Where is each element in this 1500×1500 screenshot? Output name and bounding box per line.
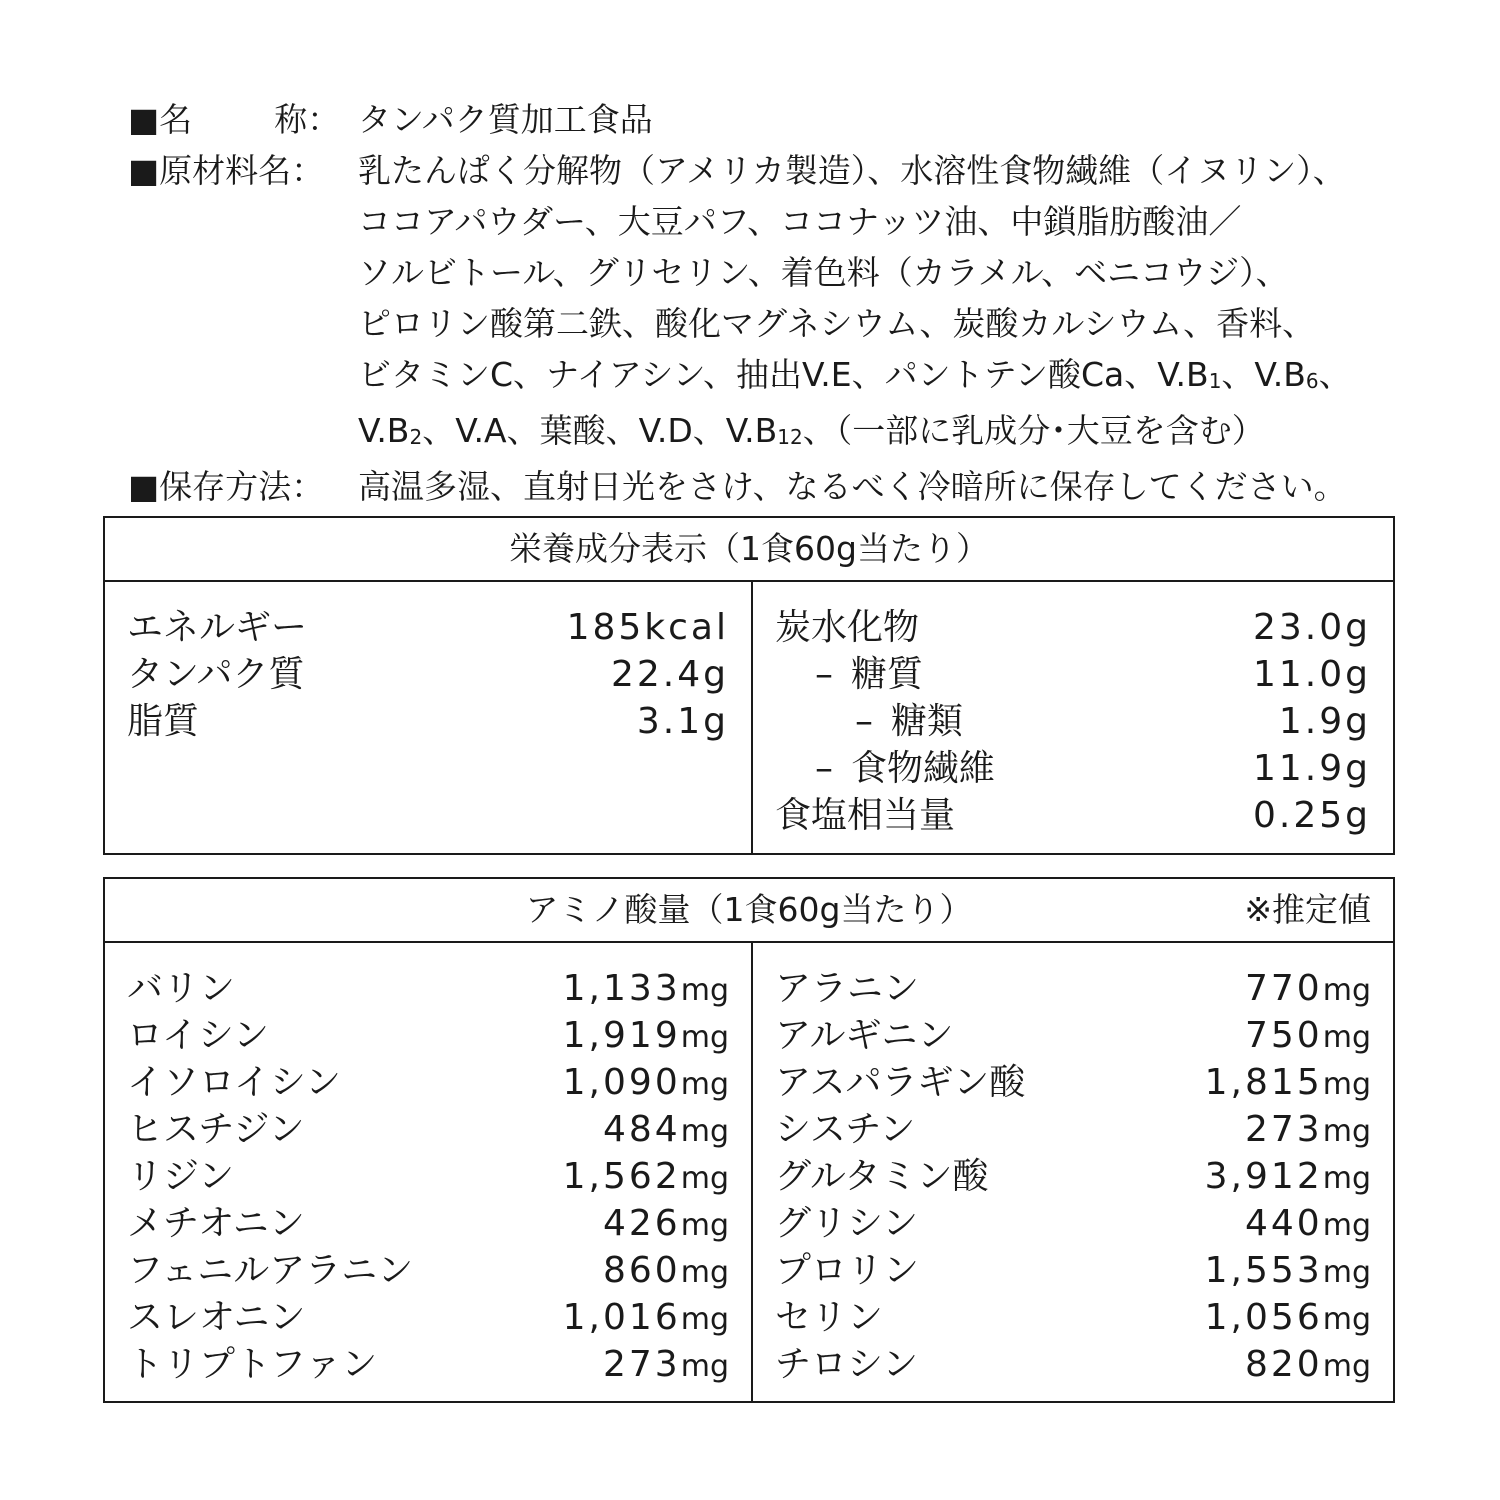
amino-number: 1,090 bbox=[562, 1062, 681, 1103]
ingredients-text: ビタミンC、ナイアシン、抽出V.E、パントテン酸Ca、V.B bbox=[358, 355, 1209, 394]
amino-unit: mg bbox=[1322, 1208, 1371, 1243]
ingredients-label bbox=[128, 145, 358, 196]
nutrition-row bbox=[753, 745, 1393, 792]
ingredients-text: 、（一部に乳成分･大豆を含む） bbox=[802, 411, 1265, 450]
amino-value bbox=[603, 1341, 729, 1390]
amino-unit: mg bbox=[1322, 1255, 1371, 1290]
ingredients-text: 、V.B bbox=[1221, 355, 1306, 394]
ingredients-line: 乳たんぱく分解物（アメリカ製造）、水溶性食物繊維（イヌリン）、 bbox=[358, 151, 1346, 190]
amino-name: アラニン bbox=[775, 968, 920, 1009]
amino-number: 440 bbox=[1245, 1203, 1323, 1244]
amino-number: 860 bbox=[603, 1250, 681, 1291]
amino-number: 1,815 bbox=[1204, 1062, 1323, 1103]
amino-name: ロイシン bbox=[127, 1015, 270, 1056]
storage-value: 高温多湿、直射日光をさけ、なるべく冷暗所に保存してください。 bbox=[358, 467, 1347, 506]
nutrient-value: 11.9g bbox=[1252, 748, 1371, 789]
amino-name: フェニルアラニン bbox=[127, 1250, 414, 1291]
nutrition-row bbox=[753, 792, 1393, 839]
amino-unit: mg bbox=[1322, 1067, 1371, 1102]
nutrient-name-text: 糖質 bbox=[851, 654, 924, 695]
estimate-note: ※推定値 bbox=[1244, 890, 1371, 929]
amino-unit: mg bbox=[680, 1302, 729, 1337]
ingredients-line: ココアパウダー、大豆パフ、ココナッツ油、中鎖脂肪酸油／ bbox=[358, 202, 1242, 241]
amino-right-column bbox=[751, 943, 1393, 1401]
amino-row bbox=[105, 1247, 751, 1294]
amino-row bbox=[753, 1341, 1393, 1388]
amino-unit: mg bbox=[680, 1067, 729, 1102]
nutrient-name-text: 糖類 bbox=[891, 701, 964, 742]
ingredients-line bbox=[358, 349, 1388, 405]
ingredients-text: 、V.A、葉酸、V.D、V.B bbox=[422, 411, 778, 450]
amino-name: グルタミン酸 bbox=[775, 1156, 989, 1197]
amino-name: トリプトファン bbox=[127, 1344, 378, 1385]
dash-mark: – bbox=[815, 748, 833, 789]
amino-number: 273 bbox=[1245, 1109, 1323, 1150]
name-label-a: ■名 bbox=[128, 100, 193, 139]
amino-row bbox=[105, 1294, 751, 1341]
amino-unit: mg bbox=[1322, 1302, 1371, 1337]
amino-name: リジン bbox=[127, 1156, 235, 1197]
ingredients-line: ソルビトール、グリセリン、着色料（カラメル、ベニコウジ）、 bbox=[358, 253, 1289, 292]
nutrition-row bbox=[105, 604, 751, 651]
ingredients-line bbox=[358, 405, 1388, 461]
amino-name: アスパラギン酸 bbox=[775, 1062, 1026, 1103]
ingredients-row bbox=[128, 145, 1388, 461]
amino-unit: mg bbox=[680, 1020, 729, 1055]
amino-unit: mg bbox=[1322, 1349, 1371, 1384]
nutrition-row bbox=[753, 651, 1393, 698]
amino-number: 750 bbox=[1245, 1015, 1323, 1056]
amino-value bbox=[563, 1012, 729, 1061]
amino-name: プロリン bbox=[775, 1250, 920, 1291]
nutrient-name: エネルギー bbox=[127, 607, 308, 648]
amino-value bbox=[1205, 1247, 1371, 1296]
nutrition-table bbox=[103, 516, 1395, 855]
amino-row bbox=[105, 1200, 751, 1247]
ingredients-label-text: ■原材料名 bbox=[128, 151, 292, 190]
amino-name: シスチン bbox=[775, 1109, 916, 1150]
amino-row bbox=[753, 1153, 1393, 1200]
amino-value bbox=[1245, 1012, 1371, 1061]
amino-unit: mg bbox=[680, 1255, 729, 1290]
amino-number: 1,016 bbox=[562, 1297, 681, 1338]
storage-colon: ： bbox=[291, 467, 325, 506]
name-label bbox=[128, 94, 358, 145]
nutrient-value: 1.9g bbox=[1278, 701, 1371, 742]
amino-value bbox=[563, 965, 729, 1014]
amino-number: 1,133 bbox=[562, 968, 681, 1009]
amino-row bbox=[105, 1106, 751, 1153]
amino-name: チロシン bbox=[775, 1344, 919, 1385]
amino-unit: mg bbox=[1322, 1161, 1371, 1196]
amino-number: 1,553 bbox=[1204, 1250, 1323, 1291]
amino-left-column bbox=[105, 943, 751, 1401]
dash-mark: – bbox=[855, 701, 873, 742]
nutrient-name: タンパク質 bbox=[127, 654, 305, 695]
amino-value bbox=[563, 1153, 729, 1202]
amino-value bbox=[603, 1247, 729, 1296]
amino-value bbox=[603, 1106, 729, 1155]
amino-name: バリン bbox=[127, 968, 236, 1009]
amino-name: メチオニン bbox=[127, 1203, 305, 1244]
ingredients-text: V.B bbox=[358, 411, 410, 450]
amino-number: 273 bbox=[603, 1344, 681, 1385]
amino-row bbox=[753, 965, 1393, 1012]
amino-row bbox=[105, 965, 751, 1012]
name-label-b: 称 bbox=[274, 100, 308, 139]
amino-title: アミノ酸量（1食60g当たり） bbox=[525, 890, 973, 929]
amino-unit: mg bbox=[1322, 1020, 1371, 1055]
nutrition-left-column bbox=[105, 582, 751, 853]
subscript: 2 bbox=[409, 425, 423, 449]
amino-number: 820 bbox=[1245, 1344, 1323, 1385]
product-info bbox=[128, 94, 1388, 512]
amino-row bbox=[753, 1012, 1393, 1059]
name-colon: ： bbox=[307, 100, 341, 139]
subscript: 12 bbox=[777, 425, 803, 449]
nutrition-title: 栄養成分表示（1食60g当たり） bbox=[105, 518, 1393, 582]
amino-row bbox=[753, 1200, 1393, 1247]
nutrient-value: 0.25g bbox=[1252, 795, 1371, 836]
amino-number: 770 bbox=[1245, 968, 1323, 1009]
amino-value bbox=[1205, 1153, 1371, 1202]
amino-row bbox=[753, 1059, 1393, 1106]
nutrient-name-text: 食物繊維 bbox=[851, 748, 996, 789]
ingredients-value bbox=[358, 145, 1388, 461]
nutrient-name bbox=[815, 745, 995, 792]
amino-value bbox=[603, 1200, 729, 1249]
nutrient-value: 23.0g bbox=[1252, 607, 1371, 648]
amino-number: 1,562 bbox=[562, 1156, 681, 1197]
amino-unit: mg bbox=[680, 1349, 729, 1384]
amino-unit: mg bbox=[680, 973, 729, 1008]
ingredients-colon: ： bbox=[291, 151, 325, 190]
amino-unit: mg bbox=[680, 1161, 729, 1196]
nutrition-row bbox=[105, 651, 751, 698]
name-row bbox=[128, 94, 1388, 145]
amino-row bbox=[105, 1153, 751, 1200]
amino-value bbox=[1245, 1106, 1371, 1155]
amino-row bbox=[753, 1247, 1393, 1294]
amino-name: グリシン bbox=[775, 1203, 919, 1244]
nutrient-value: 3.1g bbox=[636, 701, 729, 742]
dash-mark: – bbox=[815, 654, 833, 695]
amino-name: セリン bbox=[775, 1297, 884, 1338]
amino-value bbox=[1245, 1341, 1371, 1390]
amino-header bbox=[105, 879, 1393, 943]
amino-value bbox=[563, 1294, 729, 1343]
storage-label-text: ■保存方法 bbox=[128, 467, 292, 506]
amino-row bbox=[105, 1341, 751, 1388]
amino-row bbox=[753, 1106, 1393, 1153]
nutrition-row bbox=[753, 604, 1393, 651]
amino-number: 426 bbox=[603, 1203, 681, 1244]
subscript: 6 bbox=[1305, 369, 1319, 393]
nutrient-name bbox=[815, 651, 923, 698]
amino-number: 484 bbox=[603, 1109, 681, 1150]
amino-unit: mg bbox=[1322, 973, 1371, 1008]
nutrient-name: 食塩相当量 bbox=[775, 795, 956, 836]
ingredients-line: ピロリン酸第二鉄、酸化マグネシウム、炭酸カルシウム、香料、 bbox=[358, 304, 1316, 343]
amino-number: 1,919 bbox=[562, 1015, 681, 1056]
amino-row bbox=[105, 1059, 751, 1106]
nutrition-right-column bbox=[751, 582, 1393, 853]
amino-unit: mg bbox=[680, 1208, 729, 1243]
nutrient-name bbox=[855, 698, 963, 745]
ingredients-text: 、 bbox=[1318, 355, 1352, 394]
amino-name: ヒスチジン bbox=[127, 1109, 305, 1150]
nutrient-value: 22.4g bbox=[610, 654, 729, 695]
amino-number: 1,056 bbox=[1204, 1297, 1323, 1338]
amino-number: 3,912 bbox=[1204, 1156, 1323, 1197]
amino-row bbox=[105, 1012, 751, 1059]
nutrition-row bbox=[753, 698, 1393, 745]
nutrient-name: 炭水化物 bbox=[775, 607, 920, 648]
amino-unit: mg bbox=[1322, 1114, 1371, 1149]
nutrient-name: 脂質 bbox=[127, 701, 200, 742]
name-value: タンパク質加工食品 bbox=[358, 100, 653, 139]
amino-value bbox=[1205, 1059, 1371, 1108]
amino-row bbox=[753, 1294, 1393, 1341]
nutrition-row bbox=[105, 698, 751, 745]
amino-value bbox=[563, 1059, 729, 1108]
amino-name: スレオニン bbox=[127, 1297, 306, 1338]
amino-unit: mg bbox=[680, 1114, 729, 1149]
nutrient-value: 185kcal bbox=[566, 607, 729, 648]
amino-value bbox=[1245, 965, 1371, 1014]
amino-name: イソロイシン bbox=[127, 1062, 342, 1103]
storage-row bbox=[128, 461, 1388, 512]
amino-acid-table bbox=[103, 877, 1395, 1403]
subscript: 1 bbox=[1208, 369, 1222, 393]
nutrient-value: 11.0g bbox=[1252, 654, 1371, 695]
storage-label bbox=[128, 461, 358, 512]
amino-value bbox=[1205, 1294, 1371, 1343]
amino-value bbox=[1245, 1200, 1371, 1249]
amino-name: アルギニン bbox=[775, 1015, 954, 1056]
